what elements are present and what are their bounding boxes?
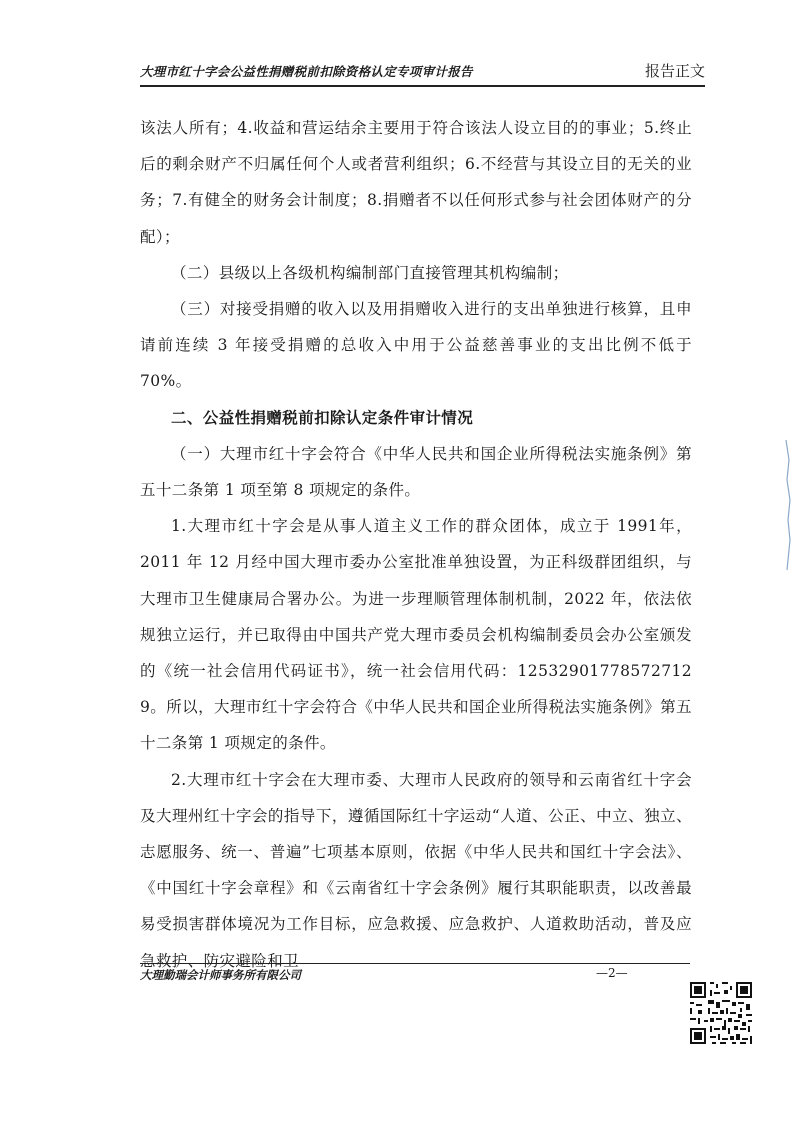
binding-edge-mark [784, 440, 792, 570]
paragraph-6: 2.大理市红十字会在大理市委、大理市人民政府的领导和云南省红十字会及大理州红十字会的指导下，遵循国际红十字运动“人道、公正、中立、独立、志愿服务、统一、普遍”七项基本原则，依据《中华人民共和国红十字会法》、《中国红十字会章程》和《云南省红十字会条例》履行其职能职责，以改善最易受损害群体境况为工作目标，应急救援、应急救护、人道救助活动，普及应急救护、防灾避险和卫 [140, 770, 692, 970]
footer-divider [140, 963, 690, 964]
report-body [140, 110, 692, 979]
paragraph-3: （三）对接受捐赠的收入以及用捐赠收入进行的支出单独进行核算，且申请前连续 3 年接受捐赠的总收入中用于公益慈善事业的支出比例不低于 70%。 [140, 300, 692, 391]
report-title: 大理市红十字会公益性捐赠税前扣除资格认定专项审计报告 [140, 64, 473, 79]
section-heading: 二、公益性捐赠税前扣除认定条件审计情况 [171, 407, 474, 427]
paragraph-4: （一）大理市红十字会符合《中华人民共和国企业所得税法实施条例》第五十二条第 1 项至第 8 项规定的条件。 [140, 444, 692, 500]
page-header [140, 62, 705, 84]
paragraph-1: 该法人所有；4.收益和营运结余主要用于符合该法人设立目的的事业；5.终止后的剩余财产不归属任何个人或者营利组织；6.不经营与其设立目的无关的业务；7.有健全的财务会计制度；8.捐赠者不以任何形式参与社会团体财产的分配）； [140, 119, 692, 246]
header-divider [140, 85, 705, 87]
section-label: 报告正文 [644, 62, 705, 80]
firm-name: 大理勤瑞会计师事务所有限公司 [140, 968, 301, 982]
paragraph-2: （二）县级以上各级机构编制部门直接管理其机构编制； [171, 263, 569, 282]
qr-code-icon [688, 980, 754, 1046]
paragraph-5: 1.大理市红十字会是从事人道主义工作的群众团体，成立于 1991年，2011 年 12 月经中国大理市委办公室批准单独设置，为正科级群团组织，与大理市卫生健康局合署办公。为进一步理顺管理体制机制，2022 年，依法依规独立运行，并已取得由中国共产党大理市委员会机构编制委员会办公室颁发的《统一社会信用代码证书》，统一社会信用代码：12532901778572712 9。所以，大理市红十字会符合《中华人民共和国企业所得税法实施条例》第五十二条第 1 项规定的条件。 [140, 517, 692, 753]
page-number: —2— [596, 966, 628, 980]
